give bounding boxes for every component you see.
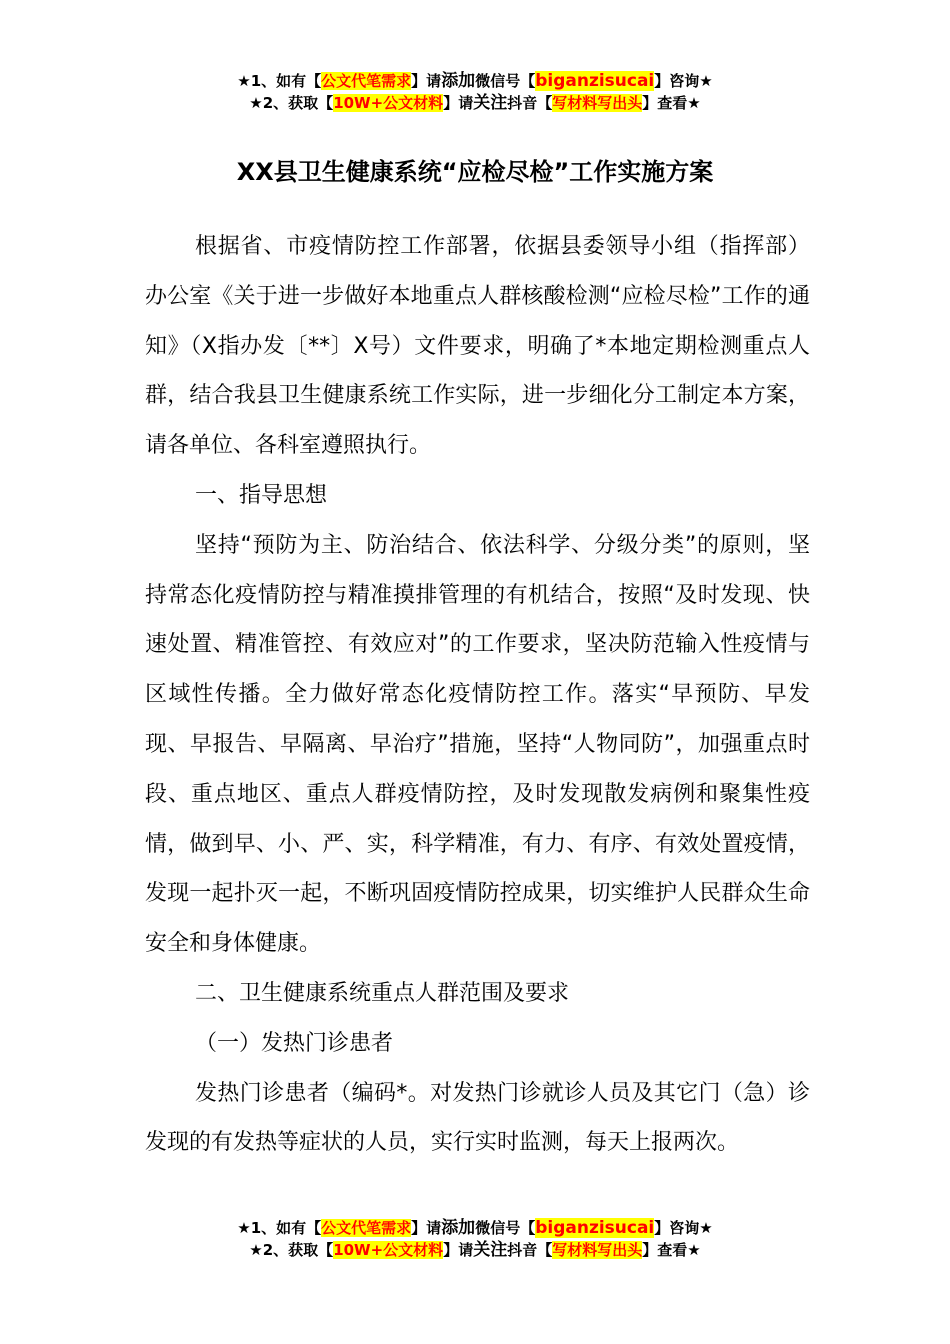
paragraph-intro: 根据省、市疫情防控工作部署，依据县委领导小组（指挥部）办公室《关于进一步做好本地重点人群核酸检测“应检尽检”工作的通知》（X指办发〔**〕X号）文件要求，明确了*本地定期检测重点人群，结合我县卫生健康系统工作实际，进一步细化分工制定本方案，请各单位、各科室遵照执行。 — [145, 234, 810, 459]
highlight-service: 公文代笔需求 — [321, 1219, 412, 1237]
promo-banner-bottom — [0, 1217, 950, 1261]
document-body — [145, 222, 810, 1168]
highlight-douyin: 写材料写出头 — [552, 1241, 643, 1259]
highlight-materials: 10W+公文材料 — [333, 94, 444, 112]
highlight-douyin: 写材料写出头 — [552, 94, 643, 112]
promo-line-1: ★1、如有【公文代笔需求】请添加微信号【biganzisucai】咨询★ — [237, 71, 713, 91]
promo-line-2: ★2、获取【10W+公文材料】请关注抖音【写材料写出头】查看★ — [249, 1240, 701, 1260]
paragraph-guiding-ideology: 坚持“预防为主、防治结合、依法科学、分级分类”的原则，坚持常态化疫情防控与精准摸排管理的有机结合，按照“及时发现、快速处置、精准管控、有效应对”的工作要求，坚决防范输入性疫情与区域性传播。全力做好常态化疫情防控工作。落实“早预防、早发现、早报告、早隔离、早治疗”措施，坚持“人物同防”，加强重点时段、重点地区、重点人群疫情防控，及时发现散发病例和聚集性疫情，做到早、小、严、实，科学精准，有力、有序、有效处置疫情，发现一起扑灭一起，不断巩固疫情防控成果，切实维护人民群众生命安全和身体健康。 — [145, 532, 810, 957]
highlight-service: 公文代笔需求 — [321, 72, 412, 90]
promo-banner-top — [0, 70, 950, 114]
highlight-wechat-id: biganzisucai — [535, 1218, 655, 1238]
document-title: XX县卫生健康系统“应检尽检”工作实施方案 — [236, 158, 714, 186]
paragraph-fever-clinic: 发热门诊患者（编码*。对发热门诊就诊人员及其它门（急）诊发现的有发热等症状的人员，实行实时监测，每天上报两次。 — [145, 1080, 810, 1156]
heading-key-groups: 二、卫生健康系统重点人群范围及要求 — [195, 980, 570, 1006]
promo-line-1: ★1、如有【公文代笔需求】请添加微信号【biganzisucai】咨询★ — [237, 1218, 713, 1238]
highlight-materials: 10W+公文材料 — [333, 1241, 444, 1259]
heading-guiding-ideology: 一、指导思想 — [195, 482, 328, 508]
highlight-wechat-id: biganzisucai — [535, 71, 655, 91]
promo-line-2: ★2、获取【10W+公文材料】请关注抖音【写材料写出头】查看★ — [249, 93, 701, 113]
subheading-fever-clinic: （一）发热门诊患者 — [195, 1030, 394, 1056]
